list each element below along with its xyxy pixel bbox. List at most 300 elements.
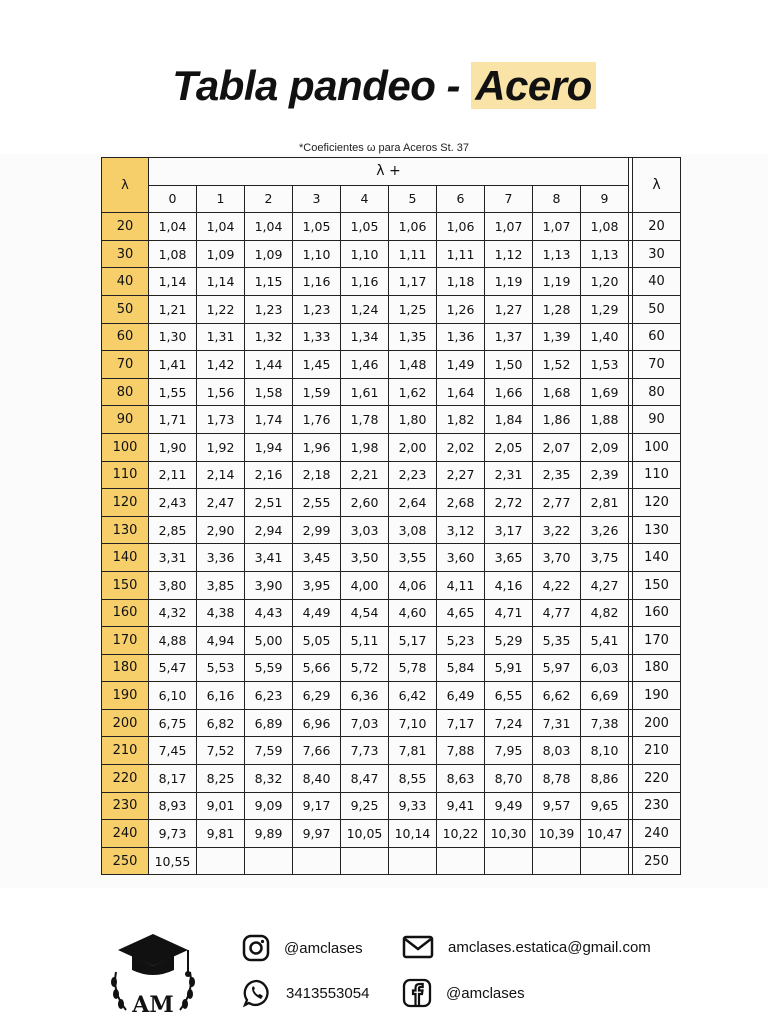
omega-cell: 5,17 xyxy=(389,627,437,655)
omega-cell: 8,10 xyxy=(581,737,629,765)
omega-cell: 3,08 xyxy=(389,516,437,544)
omega-cell: 3,03 xyxy=(341,516,389,544)
lambda-cell-right: 250 xyxy=(633,847,681,875)
omega-cell: 7,73 xyxy=(341,737,389,765)
omega-cell: 6,16 xyxy=(197,682,245,710)
omega-cell: 1,06 xyxy=(389,213,437,241)
table-row xyxy=(102,516,681,544)
omega-cell: 5,23 xyxy=(437,627,485,655)
omega-cell: 8,70 xyxy=(485,765,533,793)
lambda-cell-right: 170 xyxy=(633,627,681,655)
omega-cell: 1,23 xyxy=(293,295,341,323)
omega-cell: 9,17 xyxy=(293,792,341,820)
omega-cell: 1,16 xyxy=(293,268,341,296)
omega-cell: 3,90 xyxy=(245,571,293,599)
omega-cell: 1,59 xyxy=(293,378,341,406)
lambda-cell: 20 xyxy=(102,213,149,241)
omega-cell: 7,03 xyxy=(341,709,389,737)
lambda-cell-right: 220 xyxy=(633,765,681,793)
omega-cell: 4,00 xyxy=(341,571,389,599)
omega-cell: 10,22 xyxy=(437,820,485,848)
omega-cell: 2,72 xyxy=(485,489,533,517)
omega-cell xyxy=(437,847,485,875)
omega-cell: 1,26 xyxy=(437,295,485,323)
omega-cell: 1,15 xyxy=(245,268,293,296)
omega-cell: 1,53 xyxy=(581,351,629,379)
omega-cell: 6,42 xyxy=(389,682,437,710)
omega-cell: 2,00 xyxy=(389,433,437,461)
omega-cell: 1,90 xyxy=(149,433,197,461)
omega-cell: 1,69 xyxy=(581,378,629,406)
lambda-cell-right: 120 xyxy=(633,489,681,517)
omega-cell: 7,81 xyxy=(389,737,437,765)
table-row xyxy=(102,295,681,323)
omega-cell: 6,23 xyxy=(245,682,293,710)
lambda-cell-right: 230 xyxy=(633,792,681,820)
omega-cell: 1,33 xyxy=(293,323,341,351)
column-header-5: 5 xyxy=(389,185,437,213)
table-row xyxy=(102,544,681,572)
omega-cell: 8,47 xyxy=(341,765,389,793)
omega-cell xyxy=(485,847,533,875)
omega-cell: 1,05 xyxy=(293,213,341,241)
omega-cell: 4,49 xyxy=(293,599,341,627)
omega-cell: 1,86 xyxy=(533,406,581,434)
omega-cell: 6,69 xyxy=(581,682,629,710)
table-row xyxy=(102,847,681,875)
table-row xyxy=(102,351,681,379)
logo-text: AM xyxy=(132,992,174,1018)
omega-cell: 6,75 xyxy=(149,709,197,737)
omega-cell: 9,57 xyxy=(533,792,581,820)
omega-cell: 1,36 xyxy=(437,323,485,351)
lambda-cell-right: 180 xyxy=(633,654,681,682)
omega-cell: 5,97 xyxy=(533,654,581,682)
column-header-0: 0 xyxy=(149,185,197,213)
omega-cell xyxy=(197,847,245,875)
omega-cell: 1,10 xyxy=(341,240,389,268)
omega-cell: 2,55 xyxy=(293,489,341,517)
omega-cell: 9,65 xyxy=(581,792,629,820)
table-row xyxy=(102,654,681,682)
omega-cell: 1,04 xyxy=(245,213,293,241)
lambda-cell: 180 xyxy=(102,654,149,682)
omega-cell: 9,33 xyxy=(389,792,437,820)
omega-cell: 3,55 xyxy=(389,544,437,572)
omega-cell: 1,39 xyxy=(533,323,581,351)
omega-cell: 1,61 xyxy=(341,378,389,406)
lambda-cell: 170 xyxy=(102,627,149,655)
omega-cell: 1,20 xyxy=(581,268,629,296)
lambda-cell-right: 190 xyxy=(633,682,681,710)
omega-cell: 3,60 xyxy=(437,544,485,572)
omega-cell: 1,58 xyxy=(245,378,293,406)
omega-cell: 1,34 xyxy=(341,323,389,351)
omega-cell: 1,08 xyxy=(581,213,629,241)
omega-cell: 1,19 xyxy=(485,268,533,296)
omega-cell: 4,43 xyxy=(245,599,293,627)
omega-cell: 1,04 xyxy=(197,213,245,241)
omega-cell: 4,94 xyxy=(197,627,245,655)
lambda-cell-right: 110 xyxy=(633,461,681,489)
lambda-header-right: λ xyxy=(633,158,681,213)
omega-cell: 10,55 xyxy=(149,847,197,875)
omega-cell: 6,82 xyxy=(197,709,245,737)
omega-cell: 2,07 xyxy=(533,433,581,461)
lambda-cell: 120 xyxy=(102,489,149,517)
omega-cell: 1,14 xyxy=(149,268,197,296)
lambda-cell: 230 xyxy=(102,792,149,820)
column-header-7: 7 xyxy=(485,185,533,213)
omega-cell: 3,45 xyxy=(293,544,341,572)
column-header-4: 4 xyxy=(341,185,389,213)
omega-cell: 4,88 xyxy=(149,627,197,655)
omega-cell: 2,14 xyxy=(197,461,245,489)
omega-cell xyxy=(341,847,389,875)
omega-cell: 8,78 xyxy=(533,765,581,793)
omega-cell: 1,78 xyxy=(341,406,389,434)
omega-cell: 1,24 xyxy=(341,295,389,323)
omega-cell: 1,06 xyxy=(437,213,485,241)
omega-cell: 2,23 xyxy=(389,461,437,489)
omega-cell xyxy=(245,847,293,875)
omega-cell: 1,48 xyxy=(389,351,437,379)
omega-cell: 1,09 xyxy=(245,240,293,268)
omega-cell: 9,49 xyxy=(485,792,533,820)
omega-cell: 1,66 xyxy=(485,378,533,406)
omega-cell: 1,18 xyxy=(437,268,485,296)
omega-cell: 3,41 xyxy=(245,544,293,572)
lambda-cell: 140 xyxy=(102,544,149,572)
omega-cell: 1,50 xyxy=(485,351,533,379)
omega-cell: 1,10 xyxy=(293,240,341,268)
omega-cell: 8,63 xyxy=(437,765,485,793)
omega-cell: 1,32 xyxy=(245,323,293,351)
table-subtitle: *Coeficientes ω para Aceros St. 37 xyxy=(298,142,469,154)
omega-cell: 1,19 xyxy=(533,268,581,296)
omega-cell: 5,00 xyxy=(245,627,293,655)
facebook-handle: @amclases xyxy=(446,984,525,1002)
omega-cell: 6,10 xyxy=(149,682,197,710)
title-main: Tabla pandeo - xyxy=(172,62,472,109)
table-row xyxy=(102,792,681,820)
omega-cell: 10,47 xyxy=(581,820,629,848)
column-header-1: 1 xyxy=(197,185,245,213)
whatsapp-contact[interactable] xyxy=(242,978,369,1008)
footer xyxy=(0,920,768,1020)
omega-cell: 1,08 xyxy=(149,240,197,268)
omega-cell: 4,77 xyxy=(533,599,581,627)
omega-cell: 2,35 xyxy=(533,461,581,489)
omega-cell: 7,95 xyxy=(485,737,533,765)
facebook-icon xyxy=(402,978,432,1008)
omega-cell: 5,29 xyxy=(485,627,533,655)
omega-cell: 3,65 xyxy=(485,544,533,572)
lambda-cell: 160 xyxy=(102,599,149,627)
email-contact[interactable] xyxy=(402,934,651,960)
buckling-table xyxy=(101,157,681,875)
omega-cell: 3,80 xyxy=(149,571,197,599)
omega-cell: 4,54 xyxy=(341,599,389,627)
omega-cell: 1,74 xyxy=(245,406,293,434)
omega-cell: 7,10 xyxy=(389,709,437,737)
omega-cell: 3,95 xyxy=(293,571,341,599)
omega-cell: 1,31 xyxy=(197,323,245,351)
omega-cell: 10,39 xyxy=(533,820,581,848)
omega-cell: 1,76 xyxy=(293,406,341,434)
omega-cell: 1,49 xyxy=(437,351,485,379)
omega-cell: 1,40 xyxy=(581,323,629,351)
omega-cell: 6,49 xyxy=(437,682,485,710)
omega-cell xyxy=(581,847,629,875)
lambda-cell: 130 xyxy=(102,516,149,544)
omega-cell: 8,55 xyxy=(389,765,437,793)
omega-cell: 7,52 xyxy=(197,737,245,765)
lambda-cell: 110 xyxy=(102,461,149,489)
lambda-cell-right: 200 xyxy=(633,709,681,737)
omega-cell: 2,31 xyxy=(485,461,533,489)
omega-cell: 9,25 xyxy=(341,792,389,820)
omega-cell: 8,40 xyxy=(293,765,341,793)
lambda-cell-right: 150 xyxy=(633,571,681,599)
omega-cell: 4,11 xyxy=(437,571,485,599)
omega-cell: 1,88 xyxy=(581,406,629,434)
omega-cell: 1,68 xyxy=(533,378,581,406)
omega-cell: 2,77 xyxy=(533,489,581,517)
omega-cell: 1,55 xyxy=(149,378,197,406)
omega-cell: 1,84 xyxy=(485,406,533,434)
omega-cell: 4,22 xyxy=(533,571,581,599)
omega-cell: 1,09 xyxy=(197,240,245,268)
lambda-cell-right: 210 xyxy=(633,737,681,765)
table-row xyxy=(102,461,681,489)
omega-cell: 7,31 xyxy=(533,709,581,737)
table-row xyxy=(102,627,681,655)
omega-cell: 3,50 xyxy=(341,544,389,572)
mail-icon xyxy=(402,934,434,960)
lambda-cell-right: 50 xyxy=(633,295,681,323)
omega-cell: 8,17 xyxy=(149,765,197,793)
omega-cell: 3,75 xyxy=(581,544,629,572)
omega-cell: 2,81 xyxy=(581,489,629,517)
omega-cell: 6,62 xyxy=(533,682,581,710)
omega-cell: 5,91 xyxy=(485,654,533,682)
omega-cell: 6,89 xyxy=(245,709,293,737)
table-row xyxy=(102,378,681,406)
lambda-cell-right: 60 xyxy=(633,323,681,351)
table-row xyxy=(102,406,681,434)
column-header-9: 9 xyxy=(581,185,629,213)
whatsapp-icon xyxy=(242,978,272,1008)
omega-cell xyxy=(533,847,581,875)
omega-cell: 7,38 xyxy=(581,709,629,737)
omega-cell: 1,56 xyxy=(197,378,245,406)
omega-cell: 5,05 xyxy=(293,627,341,655)
omega-cell: 4,82 xyxy=(581,599,629,627)
omega-cell: 5,35 xyxy=(533,627,581,655)
omega-cell: 3,22 xyxy=(533,516,581,544)
omega-cell: 1,96 xyxy=(293,433,341,461)
omega-cell: 5,41 xyxy=(581,627,629,655)
column-header-6: 6 xyxy=(437,185,485,213)
instagram-contact[interactable] xyxy=(242,934,363,962)
omega-cell: 2,02 xyxy=(437,433,485,461)
omega-cell: 1,21 xyxy=(149,295,197,323)
omega-cell: 1,11 xyxy=(389,240,437,268)
table-row xyxy=(102,268,681,296)
lambda-cell: 190 xyxy=(102,682,149,710)
omega-cell: 9,73 xyxy=(149,820,197,848)
instagram-icon xyxy=(242,934,270,962)
instagram-handle: @amclases xyxy=(284,939,363,957)
omega-cell: 5,11 xyxy=(341,627,389,655)
omega-cell: 1,28 xyxy=(533,295,581,323)
lambda-cell: 50 xyxy=(102,295,149,323)
omega-cell: 1,35 xyxy=(389,323,437,351)
lambda-cell: 210 xyxy=(102,737,149,765)
omega-cell: 1,62 xyxy=(389,378,437,406)
lambda-plus-header: λ + xyxy=(149,158,629,186)
omega-cell: 1,42 xyxy=(197,351,245,379)
omega-cell: 8,03 xyxy=(533,737,581,765)
omega-cell: 2,16 xyxy=(245,461,293,489)
omega-cell: 2,64 xyxy=(389,489,437,517)
omega-cell: 1,64 xyxy=(437,378,485,406)
facebook-contact[interactable] xyxy=(402,978,525,1008)
omega-cell: 5,59 xyxy=(245,654,293,682)
lambda-cell-right: 30 xyxy=(633,240,681,268)
omega-cell: 9,97 xyxy=(293,820,341,848)
omega-cell: 1,45 xyxy=(293,351,341,379)
omega-cell: 1,11 xyxy=(437,240,485,268)
omega-cell: 1,07 xyxy=(533,213,581,241)
omega-cell: 3,26 xyxy=(581,516,629,544)
lambda-cell-right: 40 xyxy=(633,268,681,296)
table-row xyxy=(102,240,681,268)
omega-cell: 9,01 xyxy=(197,792,245,820)
omega-cell: 1,80 xyxy=(389,406,437,434)
title-highlight: Acero xyxy=(471,62,596,109)
omega-cell: 1,44 xyxy=(245,351,293,379)
omega-cell: 2,18 xyxy=(293,461,341,489)
omega-cell: 1,25 xyxy=(389,295,437,323)
lambda-cell: 100 xyxy=(102,433,149,461)
omega-cell: 9,81 xyxy=(197,820,245,848)
omega-cell: 2,68 xyxy=(437,489,485,517)
omega-cell: 7,59 xyxy=(245,737,293,765)
omega-cell: 2,94 xyxy=(245,516,293,544)
column-header-2: 2 xyxy=(245,185,293,213)
table-row xyxy=(102,737,681,765)
lambda-cell: 200 xyxy=(102,709,149,737)
omega-cell: 1,07 xyxy=(485,213,533,241)
omega-cell: 1,27 xyxy=(485,295,533,323)
lambda-cell: 250 xyxy=(102,847,149,875)
lambda-cell-right: 100 xyxy=(633,433,681,461)
table-row xyxy=(102,571,681,599)
lambda-cell: 240 xyxy=(102,820,149,848)
omega-cell: 4,60 xyxy=(389,599,437,627)
omega-cell: 2,05 xyxy=(485,433,533,461)
lambda-cell: 220 xyxy=(102,765,149,793)
lambda-cell-right: 130 xyxy=(633,516,681,544)
omega-cell: 4,06 xyxy=(389,571,437,599)
omega-cell: 10,30 xyxy=(485,820,533,848)
omega-cell: 5,47 xyxy=(149,654,197,682)
whatsapp-number: 3413553054 xyxy=(286,984,370,1002)
lambda-cell: 40 xyxy=(102,268,149,296)
omega-cell: 2,90 xyxy=(197,516,245,544)
omega-cell xyxy=(293,847,341,875)
omega-cell: 2,09 xyxy=(581,433,629,461)
table-row xyxy=(102,820,681,848)
omega-cell: 3,12 xyxy=(437,516,485,544)
omega-cell: 2,43 xyxy=(149,489,197,517)
lambda-header-left: λ xyxy=(102,158,149,213)
omega-cell: 5,72 xyxy=(341,654,389,682)
omega-cell: 3,31 xyxy=(149,544,197,572)
omega-cell: 1,98 xyxy=(341,433,389,461)
omega-cell: 4,65 xyxy=(437,599,485,627)
omega-cell: 1,13 xyxy=(533,240,581,268)
table-row xyxy=(102,599,681,627)
table-row xyxy=(102,323,681,351)
omega-cell: 1,46 xyxy=(341,351,389,379)
omega-cell: 4,71 xyxy=(485,599,533,627)
omega-cell: 6,29 xyxy=(293,682,341,710)
omega-cell: 3,70 xyxy=(533,544,581,572)
omega-cell: 2,60 xyxy=(341,489,389,517)
omega-cell: 4,32 xyxy=(149,599,197,627)
omega-cell xyxy=(389,847,437,875)
omega-cell: 7,66 xyxy=(293,737,341,765)
omega-cell: 3,85 xyxy=(197,571,245,599)
omega-cell: 7,45 xyxy=(149,737,197,765)
omega-cell: 1,13 xyxy=(581,240,629,268)
omega-cell: 9,09 xyxy=(245,792,293,820)
omega-cell: 8,32 xyxy=(245,765,293,793)
omega-cell: 5,78 xyxy=(389,654,437,682)
table-row xyxy=(102,682,681,710)
omega-cell: 5,53 xyxy=(197,654,245,682)
omega-cell: 7,24 xyxy=(485,709,533,737)
omega-cell: 1,23 xyxy=(245,295,293,323)
omega-cell: 1,94 xyxy=(245,433,293,461)
omega-cell: 1,16 xyxy=(341,268,389,296)
page-title xyxy=(0,62,768,110)
omega-cell: 7,17 xyxy=(437,709,485,737)
omega-cell: 5,66 xyxy=(293,654,341,682)
omega-cell: 9,41 xyxy=(437,792,485,820)
table-row xyxy=(102,433,681,461)
omega-cell: 1,17 xyxy=(389,268,437,296)
omega-cell: 6,36 xyxy=(341,682,389,710)
omega-cell: 2,21 xyxy=(341,461,389,489)
lambda-cell-right: 90 xyxy=(633,406,681,434)
omega-cell: 2,27 xyxy=(437,461,485,489)
omega-cell: 3,17 xyxy=(485,516,533,544)
omega-cell: 1,29 xyxy=(581,295,629,323)
omega-cell: 10,05 xyxy=(341,820,389,848)
omega-cell: 1,22 xyxy=(197,295,245,323)
lambda-cell: 30 xyxy=(102,240,149,268)
lambda-cell: 60 xyxy=(102,323,149,351)
omega-cell: 3,36 xyxy=(197,544,245,572)
omega-cell: 2,39 xyxy=(581,461,629,489)
omega-cell: 2,51 xyxy=(245,489,293,517)
lambda-cell: 70 xyxy=(102,351,149,379)
omega-cell: 2,85 xyxy=(149,516,197,544)
